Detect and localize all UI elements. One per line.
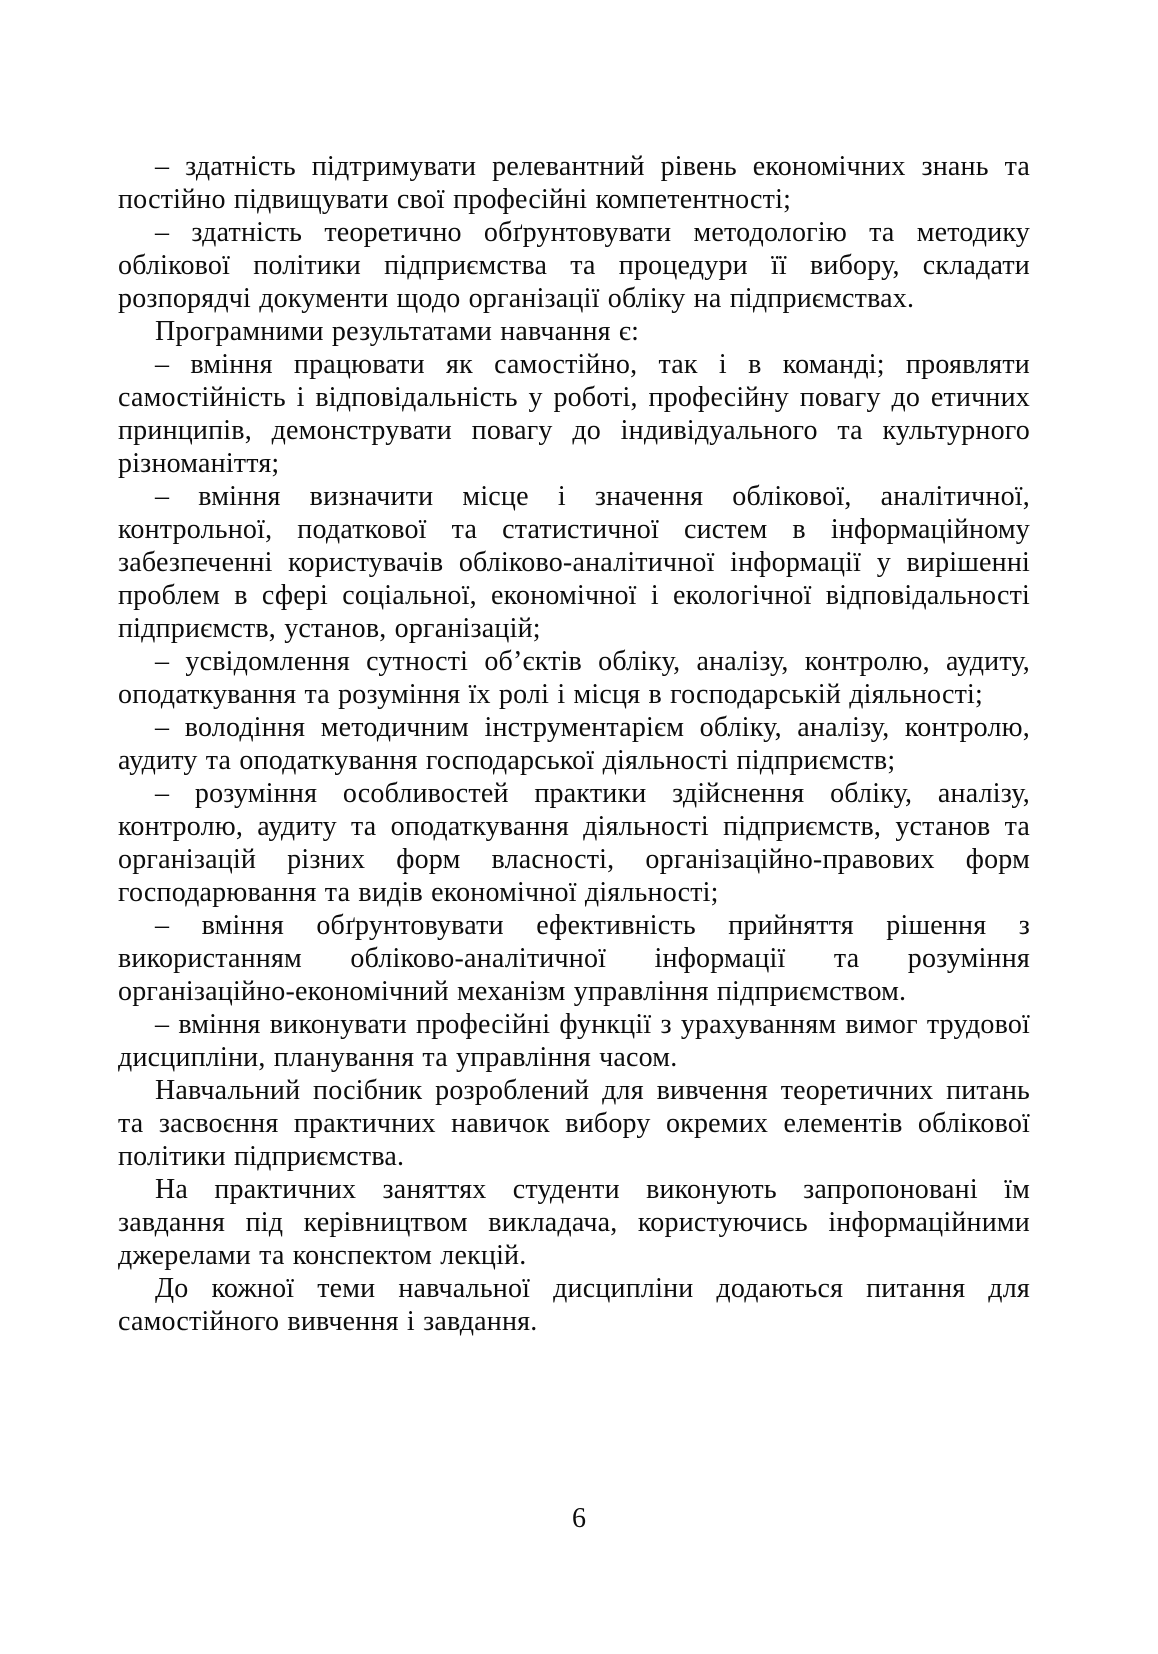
paragraph: – вміння обґрунтовувати ефективність прийняття рішення з використанням обліково-аналітичної інформації та розуміння організаційно-економічний механізм управління підприємством. — [118, 910, 1030, 1007]
paragraph: – вміння виконувати професійні функції з урахуванням вимог трудової дисципліни, планування та управління часом. — [118, 1009, 1030, 1073]
paragraph: – усвідомлення сутності об’єктів обліку, аналізу, контролю, аудиту, оподаткування та розуміння їх ролі і місця в господарській діяльності; — [118, 646, 1030, 710]
body-text — [118, 150, 1030, 1338]
paragraph: До кожної теми навчальної дисципліни додаються питання для самостійного вивчення і завдання. — [118, 1273, 1030, 1337]
paragraph: – здатність теоретично обґрунтовувати методологію та методику облікової політики підприємства та процедури її вибору, складати розпорядчі документи щодо організації обліку на підприємствах. — [118, 217, 1030, 314]
paragraph: Програмними результатами навчання є: — [155, 316, 640, 347]
paragraph: Навчальний посібник розроблений для вивчення теоретичних питань та засвоєння практичних навичок вибору окремих елементів облікової політики підприємства. — [118, 1075, 1030, 1172]
paragraph: – вміння працювати як самостійно, так і в команді; проявляти самостійність і відповідальність у роботі, професійну повагу до етичних принципів, демонструвати повагу до індивідуального та культурного різноманіття; — [118, 349, 1030, 479]
paragraph: – розуміння особливостей практики здійснення обліку, аналізу, контролю, аудиту та оподаткування діяльності підприємств, установ та організацій різних форм власності, організаційно-правових форм господарювання та видів економічної діяльності; — [118, 778, 1030, 908]
paragraph: – вміння визначити місце і значення облікової, аналітичної, контрольної, податкової та статистичної систем в інформаційному забезпеченні користувачів обліково-аналітичної інформації у вирішенні проблем в сфері соціальної, економічної і екологічної відповідальності підприємств, установ, організацій; — [118, 481, 1030, 644]
paragraph: На практичних заняттях студенти виконують запропоновані їм завдання під керівництвом викладача, користуючись інформаційними джерелами та конспектом лекцій. — [118, 1174, 1030, 1271]
paragraph: – здатність підтримувати релевантний рівень економічних знань та постійно підвищувати свої професійні компетентності; — [118, 151, 1030, 215]
paragraph: – володіння методичним інструментарієм обліку, аналізу, контролю, аудиту та оподаткування господарської діяльності підприємств; — [118, 712, 1030, 776]
page-number: 6 — [572, 1503, 586, 1534]
